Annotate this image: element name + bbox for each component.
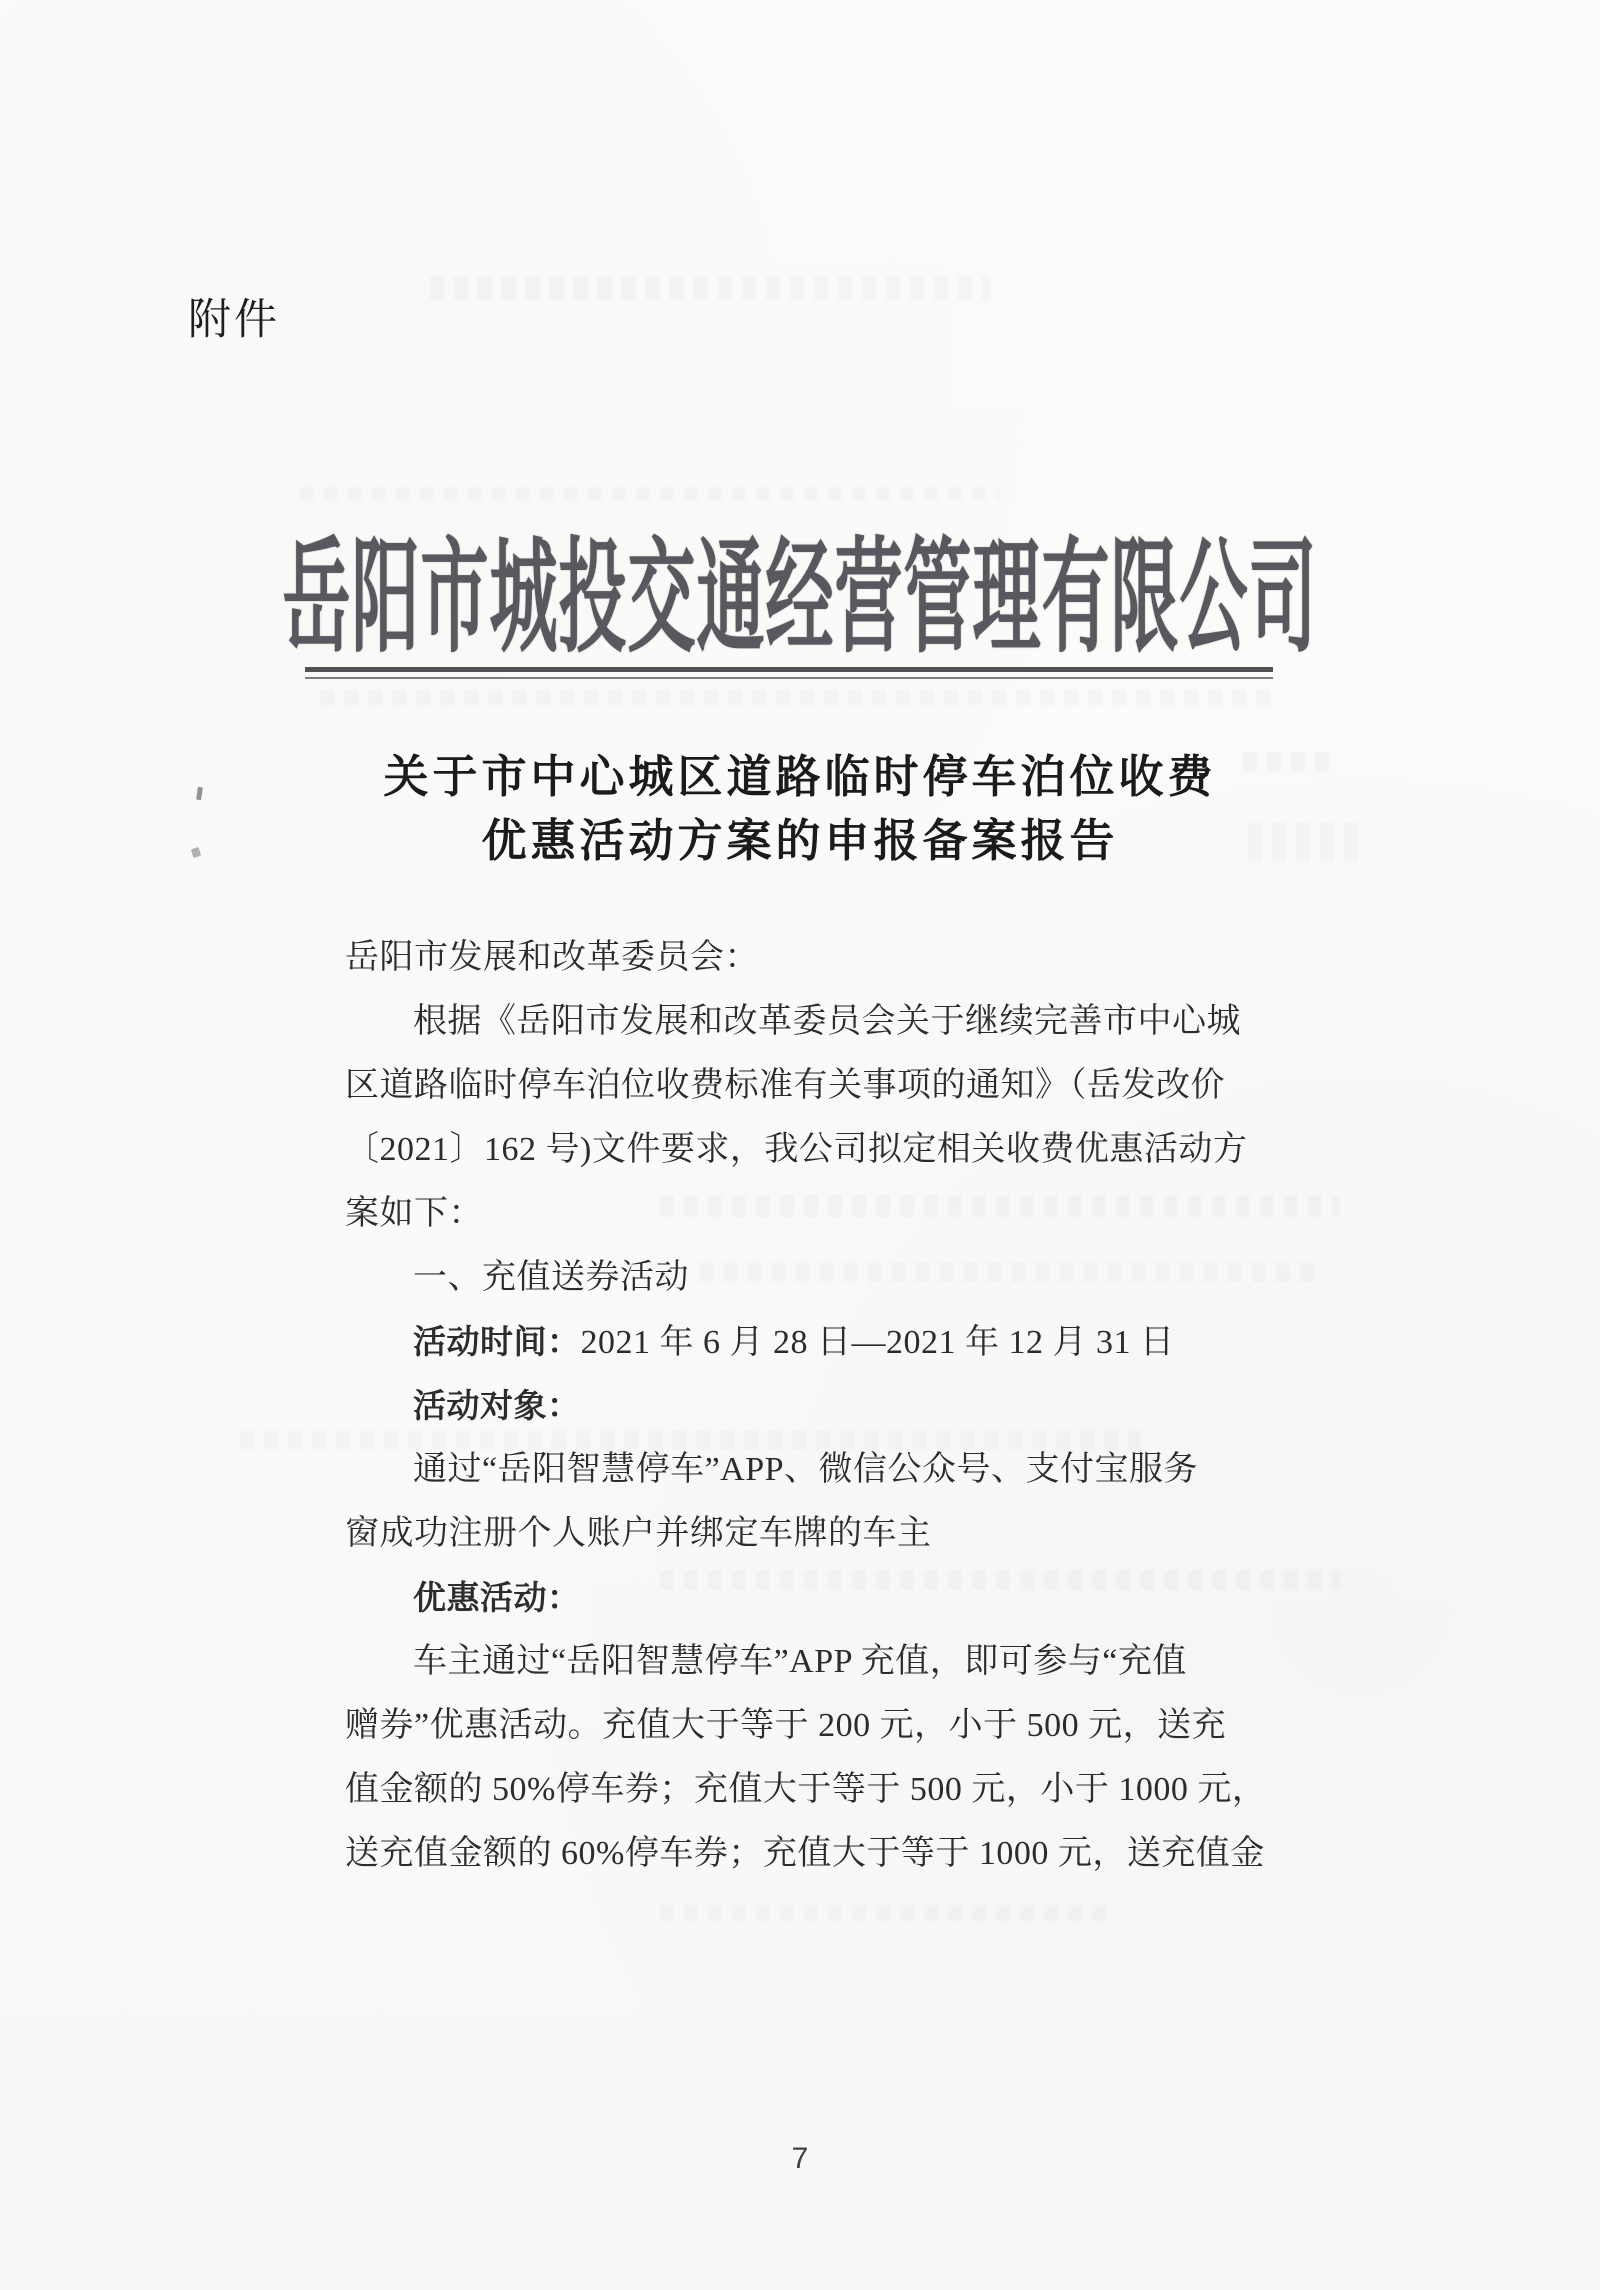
activity-time-line	[345, 1310, 1290, 1374]
text-run: 通过“岳阳智慧停车”APP、微信公众号、支付宝服务	[413, 1451, 1199, 1488]
activity-target-label-line	[345, 1374, 1290, 1438]
document-body	[345, 926, 1290, 1886]
text-run: 一、充值送券活动	[413, 1259, 689, 1296]
text-run: 案如下：	[345, 1195, 483, 1232]
text-run: 根据《岳阳市发展和改革委员会关于继续完善市中心城	[413, 1003, 1241, 1040]
attachment-label: 附件	[188, 296, 280, 344]
body-line	[345, 1502, 1290, 1566]
text-run: 赠券”优惠活动。充值大于等于 200 元，小于 500 元，送充	[345, 1707, 1227, 1744]
discount-label-line	[345, 1566, 1290, 1630]
body-line	[345, 990, 1290, 1054]
text-run: 区道路临时停车泊位收费标准有关事项的通知》（岳发改价	[345, 1067, 1225, 1104]
body-line	[345, 1822, 1290, 1886]
bleedthrough-artifact	[320, 690, 1270, 705]
body-line	[345, 1630, 1290, 1694]
bold-label: 活动对象：	[413, 1387, 581, 1424]
body-line	[345, 1054, 1290, 1118]
bold-label: 优惠活动：	[413, 1579, 581, 1616]
bold-label: 活动时间：	[413, 1323, 581, 1360]
text-run: 岳阳市发展和改革委员会：	[345, 939, 759, 976]
document-title-line1: 关于市中心城区道路临时停车泊位收费	[383, 751, 1217, 802]
bleedthrough-artifact	[660, 1905, 1110, 1921]
body-line	[345, 1694, 1290, 1758]
text-run: 2021 年 6 月 28 日—2021 年 12 月 31 日	[580, 1324, 1175, 1361]
body-line	[345, 1118, 1290, 1182]
text-run: 车主通过“岳阳智慧停车”APP 充值，即可参与“充值	[413, 1643, 1187, 1680]
section-heading-line	[345, 1246, 1290, 1310]
text-run: 〔2021〕162 号)文件要求，我公司拟定相关收费优惠活动方	[345, 1131, 1248, 1168]
page-number: 7	[791, 2142, 809, 2175]
bleedthrough-artifact	[300, 487, 1000, 501]
bleedthrough-artifact	[430, 276, 990, 300]
text-run: 窗成功注册个人账户并绑定车牌的车主	[345, 1515, 932, 1552]
body-line	[345, 1182, 1290, 1246]
text-run: 值金额的 50%停车券；充值大于等于 500 元，小于 1000 元，	[345, 1771, 1267, 1808]
letterhead-rule-thin	[305, 677, 1273, 679]
letterhead-rule-thick	[305, 667, 1273, 672]
salutation-line	[345, 926, 1290, 990]
body-line	[345, 1438, 1290, 1502]
text-run: 送充值金额的 60%停车券；充值大于等于 1000 元，送充值金	[345, 1835, 1265, 1872]
letterhead-org-name: 岳阳市城投交通经营管理有限公司	[282, 529, 1318, 668]
body-line	[345, 1758, 1290, 1822]
document-title-line2: 优惠活动方案的申报备案报告	[481, 815, 1119, 866]
